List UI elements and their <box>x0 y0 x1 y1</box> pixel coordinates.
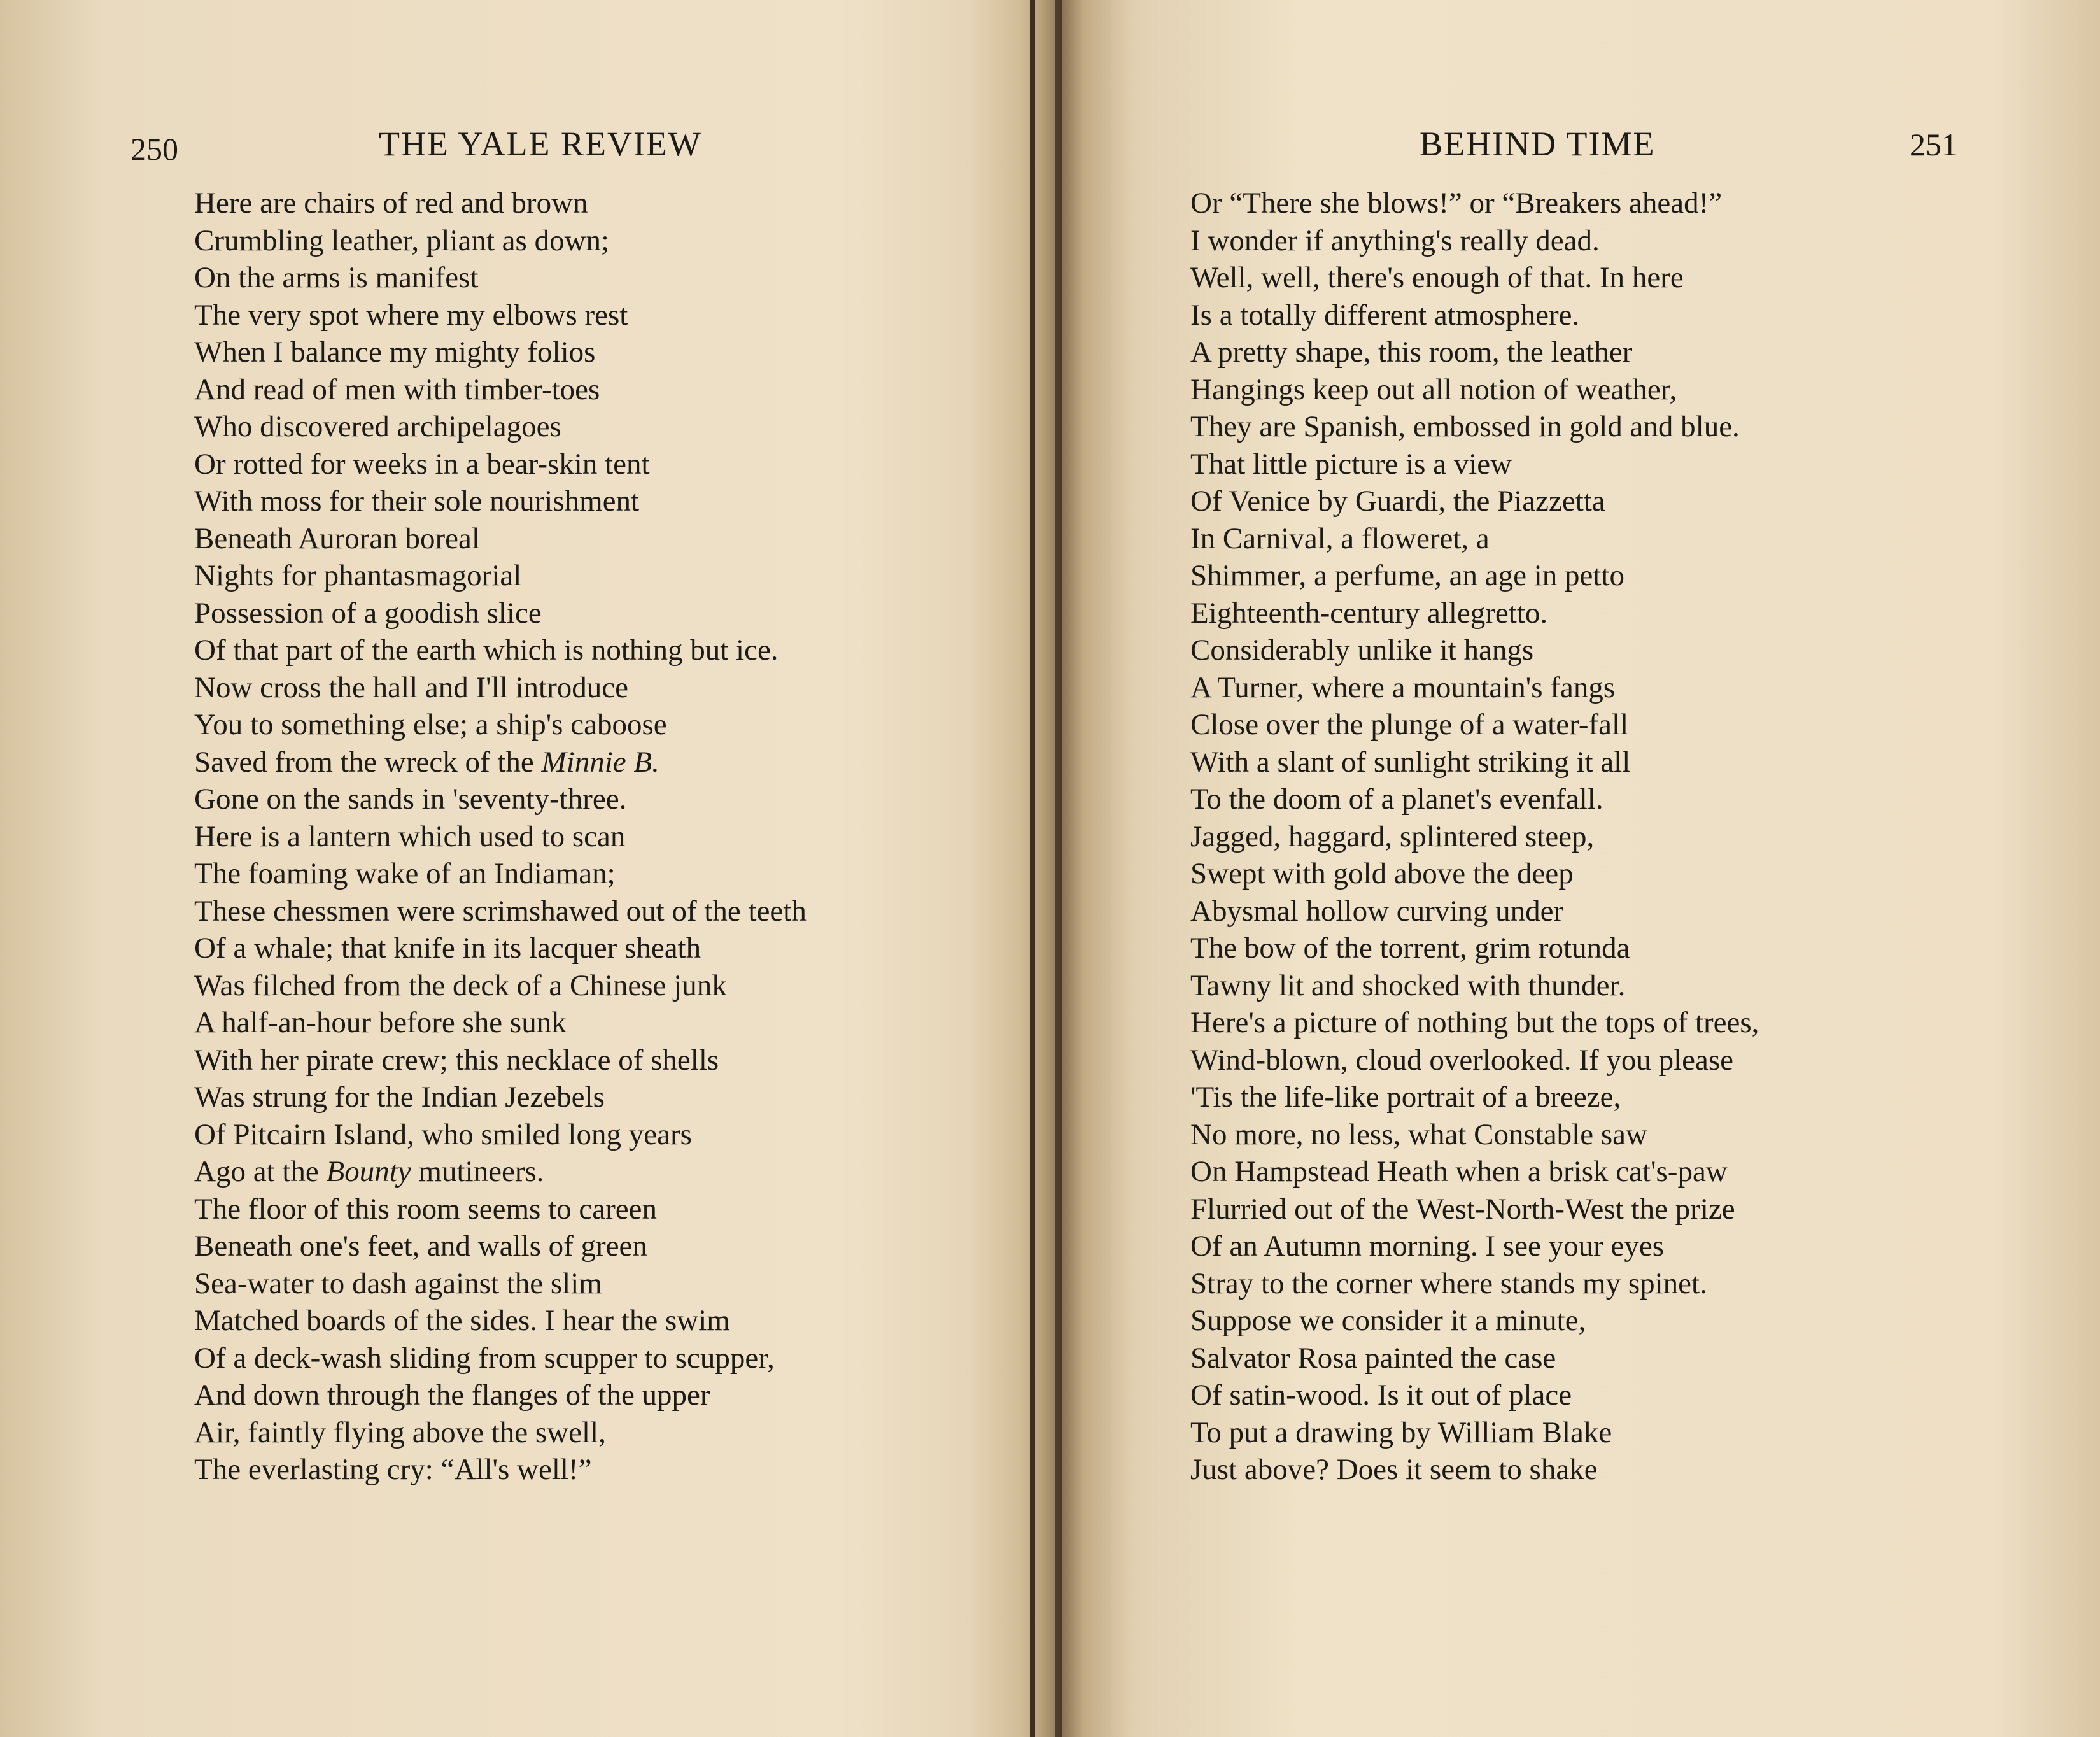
poem-line: Gone on the sands in 'seventy-three. <box>194 783 627 816</box>
poem-line: Abysmal hollow curving under <box>1190 894 1564 928</box>
poem-line: Is a totally different atmosphere. <box>1190 298 1580 332</box>
poem-line: With her pirate crew; this necklace of shells <box>194 1043 719 1077</box>
poem-line: Who discovered archipelagoes <box>194 410 561 443</box>
poem-line: Beneath one's feet, and walls of green <box>194 1230 647 1263</box>
poem-line: Flurried out of the West-North-West the prize <box>1190 1192 1735 1226</box>
poem-line: Here is a lantern which used to scan <box>194 819 626 853</box>
poem-line: These chessmen were scrimshawed out of the teeth <box>194 894 807 928</box>
poem-line: Eighteenth-century allegretto. <box>1190 596 1548 630</box>
poem-line: The floor of this room seems to careen <box>194 1192 657 1226</box>
poem-line: Was filched from the deck of a Chinese junk <box>194 968 727 1002</box>
poem-line: Here are chairs of red and brown <box>194 187 588 220</box>
poem-line: Nights for phantasmagorial <box>194 559 522 592</box>
poem-line: A Turner, where a mountain's fangs <box>1190 670 1616 704</box>
poem-line: Hangings keep out all notion of weather, <box>1190 372 1677 406</box>
poem-line: Matched boards of the sides. I hear the swim <box>194 1304 730 1337</box>
poem-line: On Hampstead Heath when a brisk cat's-paw <box>1190 1155 1728 1188</box>
poem-line: Of satin-wood. Is it out of place <box>1190 1379 1572 1412</box>
poem-text <box>1190 185 1759 1489</box>
poem-line: Stray to the corner where stands my spinet. <box>1190 1266 1707 1300</box>
poem-line: Or “There she blows!” or “Breakers ahead!” <box>1190 187 1723 220</box>
poem-line-text: mutineers. <box>411 1155 544 1188</box>
poem-line: A half-an-hour before she sunk <box>194 1006 567 1039</box>
poem-line: The bow of the torrent, grim rotunda <box>1190 932 1630 965</box>
poem-line: And down through the flanges of the upper <box>194 1379 710 1412</box>
poem-line: With moss for their sole nourishment <box>194 485 640 518</box>
poem-line: 'Tis the life-like portrait of a breeze, <box>1190 1081 1621 1114</box>
poem-line <box>194 744 807 781</box>
poem-line: Jagged, haggard, splintered steep, <box>1190 819 1595 853</box>
poem-line: To put a drawing by William Blake <box>1190 1415 1612 1449</box>
poem-line: They are Spanish, embossed in gold and blue. <box>1190 410 1740 443</box>
ship-name: Bounty <box>326 1155 411 1188</box>
poem-line: When I balance my mighty folios <box>194 336 596 369</box>
poem-line: The foaming wake of an Indiaman; <box>194 857 616 890</box>
poem-line: Sea-water to dash against the slim <box>194 1266 602 1300</box>
poem-line: The very spot where my elbows rest <box>194 298 628 332</box>
poem-line: Of a whale; that knife in its lacquer sheath <box>194 932 701 965</box>
poem-line: Here's a picture of nothing but the tops of trees, <box>1190 1006 1759 1039</box>
poem-line: In Carnival, a floweret, a <box>1190 521 1490 555</box>
poem-line: A pretty shape, this room, the leather <box>1190 336 1633 369</box>
right-page <box>1057 0 2100 1737</box>
page-number: 250 <box>130 131 178 167</box>
spine-shadow <box>1030 0 1035 1737</box>
poem-line: I wonder if anything's really dead. <box>1190 223 1600 257</box>
running-head: BEHIND TIME <box>1420 125 1656 163</box>
poem-line: Suppose we consider it a minute, <box>1190 1304 1586 1337</box>
page-number: 251 <box>1910 127 1957 162</box>
poem-line: Tawny lit and shocked with thunder. <box>1190 968 1626 1002</box>
poem-line: Of a deck-wash sliding from scupper to scupper, <box>194 1341 775 1375</box>
poem-line: Crumbling leather, pliant as down; <box>194 223 610 257</box>
poem-line: And read of men with timber-toes <box>194 372 600 406</box>
poem-line: Swept with gold above the deep <box>1190 857 1574 890</box>
poem-line: The everlasting cry: “All's well!” <box>194 1453 592 1486</box>
poem-line: Now cross the hall and I'll introduce <box>194 670 628 704</box>
poem-line <box>194 1153 807 1191</box>
poem-line: Close over the plunge of a water-fall <box>1190 708 1629 741</box>
poem-line: Wind-blown, cloud overlooked. If you please <box>1190 1043 1734 1077</box>
poem-line: Was strung for the Indian Jezebels <box>194 1081 605 1114</box>
poem-line: Of Venice by Guardi, the Piazzetta <box>1190 485 1605 518</box>
poem-line: On the arms is manifest <box>194 261 479 294</box>
poem-line: Of an Autumn morning. I see your eyes <box>1190 1230 1665 1263</box>
poem-line: Just above? Does it seem to shake <box>1190 1453 1598 1486</box>
poem-line: Of Pitcairn Island, who smiled long years <box>194 1117 692 1151</box>
poem-line: Salvator Rosa painted the case <box>1190 1341 1556 1375</box>
ship-name: Minnie B. <box>541 745 659 779</box>
running-head: THE YALE REVIEW <box>379 125 702 163</box>
poem-line: Beneath Auroran boreal <box>194 521 480 555</box>
poem-line: Possession of a goodish slice <box>194 596 542 630</box>
poem-line: Considerably unlike it hangs <box>1190 634 1534 667</box>
poem-line: With a slant of sunlight striking it all <box>1190 745 1631 779</box>
poem-line: Well, well, there's enough of that. In here <box>1190 261 1684 294</box>
poem-line: Of that part of the earth which is nothing but ice. <box>194 634 779 667</box>
poem-text <box>194 185 807 1489</box>
poem-line: Shimmer, a perfume, an age in petto <box>1190 559 1625 592</box>
poem-line: You to something else; a ship's caboose <box>194 708 667 741</box>
poem-line: No more, no less, what Constable saw <box>1190 1117 1647 1151</box>
poem-line: To the doom of a planet's evenfall. <box>1190 783 1603 816</box>
poem-line: Air, faintly flying above the swell, <box>194 1415 606 1449</box>
left-page <box>0 0 1031 1737</box>
poem-line-text: Saved from the wreck of the <box>194 745 542 779</box>
poem-line: Or rotted for weeks in a bear-skin tent <box>194 447 650 481</box>
poem-line-text: Ago at the <box>194 1155 327 1188</box>
poem-line: That little picture is a view <box>1190 447 1512 481</box>
